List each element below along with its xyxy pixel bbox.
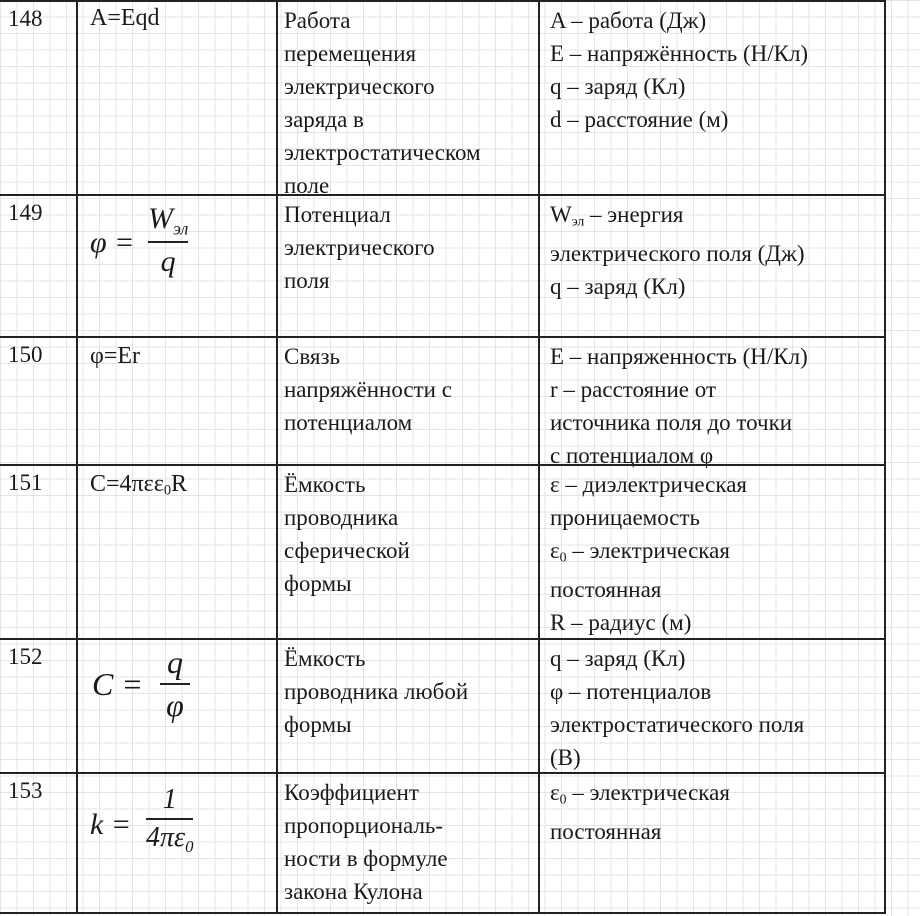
formula-cell: [76, 466, 276, 640]
name-text: [284, 4, 481, 202]
variables-text: [550, 642, 804, 774]
variable-line: источника поля до точки: [550, 410, 793, 435]
variables-cell: [538, 774, 886, 912]
variable-line: постоянная: [550, 819, 662, 845]
fraction-denominator: φ: [166, 686, 184, 723]
formula-lhs: C =: [92, 666, 143, 702]
name-line: Потенциал: [284, 202, 391, 227]
variable-line: E – напряжённость (Н/Кл): [550, 41, 809, 66]
name-line: заряда в: [284, 107, 364, 132]
table-row-151: [0, 464, 886, 640]
table-row-150: [0, 336, 886, 466]
name-text: [284, 468, 410, 600]
fraction-numerator: 1: [162, 784, 177, 815]
variables-text: [550, 468, 747, 639]
name-cell: [276, 640, 538, 774]
fraction-numerator: q: [167, 644, 183, 680]
name-line: проводника: [284, 505, 399, 530]
variable-line: q – заряд (Кл): [550, 74, 686, 99]
variable-line: q – заряд (Кл): [550, 646, 686, 671]
formula-lhs: φ =: [90, 226, 135, 259]
formula-lhs: k =: [90, 808, 132, 841]
name-line: Ёмкость: [284, 472, 366, 497]
name-line: поле: [284, 173, 330, 198]
name-cell: [276, 338, 538, 466]
variable-line: d – расстояние (м): [550, 107, 729, 132]
name-line: Коэффициент: [284, 780, 419, 805]
variables-cell: [538, 466, 886, 640]
variable-line: q – заряд (Кл): [550, 274, 686, 300]
formula: C=4πεε$_0$R: [90, 471, 188, 499]
row-number: 148: [8, 6, 43, 31]
variable-line: электрического поля (Дж): [550, 241, 805, 267]
fraction-denominator: q: [160, 244, 176, 278]
name-line: сферической: [284, 538, 410, 563]
variable-line: E – напряженность (Н/Кл): [550, 344, 808, 369]
variable-line: ε – диэлектрическая: [550, 472, 747, 497]
variable-line: φ – потенциалов: [550, 679, 712, 704]
variables-cell: [538, 338, 886, 466]
formula-cell: [76, 640, 276, 774]
name-line: электрического: [284, 235, 435, 260]
fraction-bar: [146, 818, 193, 820]
name-line: электростатическом: [284, 140, 481, 165]
row-number-cell: [0, 338, 76, 466]
row-number-cell: [0, 2, 76, 196]
name-cell: [276, 774, 538, 912]
variable-line: (В): [550, 745, 581, 770]
formula-fraction: [146, 784, 193, 856]
variables-text: [550, 340, 808, 472]
variable-line: с потенциалом φ: [550, 443, 714, 468]
formula-fraction: [148, 202, 188, 279]
name-text: [284, 340, 452, 439]
variable-line: $W_{эл}$ – энергия: [550, 202, 684, 229]
name-line: электрического: [284, 74, 435, 99]
row-number-cell: [0, 640, 76, 774]
name-line: пропорциональ-: [284, 813, 444, 838]
variables-cell: [538, 196, 886, 338]
row-number-cell: [0, 466, 76, 640]
name-line: поля: [284, 268, 330, 293]
variable-line: A – работа (Дж): [550, 8, 707, 33]
formula: A=Eqd: [90, 5, 160, 31]
name-line: Работа: [284, 8, 351, 33]
variable-line: электростатического поля: [550, 712, 805, 737]
formula-cell: [76, 2, 276, 196]
variable-line: $\varepsilon_0$ – электрическая: [550, 780, 730, 807]
row-number-cell: [0, 774, 76, 912]
row-number: 153: [8, 778, 43, 803]
name-line: перемещения: [284, 41, 417, 66]
variable-line: R – радиус (м): [550, 610, 692, 636]
name-line: ности в формуле: [284, 846, 448, 871]
formula-cell: [76, 774, 276, 912]
formula-cell: [76, 196, 276, 338]
variables-text: [550, 198, 805, 303]
name-line: Ёмкость: [284, 646, 366, 671]
fraction-bar: [160, 683, 190, 685]
variable-line: проницаемость: [550, 505, 701, 530]
formula: φ=Er: [90, 343, 141, 369]
fraction-numerator: $W_{эл}$: [148, 202, 189, 239]
name-cell: [276, 196, 538, 338]
name-cell: [276, 466, 538, 640]
row-number-cell: [0, 196, 76, 338]
table-row-148: [0, 0, 886, 196]
formula-fraction: [160, 644, 190, 724]
fraction-bar: [148, 241, 188, 243]
variables-text: [550, 4, 808, 136]
name-line: формы: [284, 571, 352, 596]
row-number: 151: [8, 470, 43, 495]
name-line: закона Кулона: [284, 879, 423, 904]
name-text: [284, 776, 448, 908]
formula-cell: [76, 338, 276, 466]
name-line: напряжённости с: [284, 377, 452, 402]
name-line: Связь: [284, 344, 341, 369]
table-row-152: [0, 638, 886, 774]
name-line: проводника любой: [284, 679, 469, 704]
row-number: 149: [8, 200, 43, 225]
row-number: 150: [8, 342, 43, 367]
fraction-denominator: $4\pi\varepsilon_0$: [146, 821, 194, 856]
name-line: потенциалом: [284, 410, 413, 435]
table-row-153: [0, 772, 886, 914]
name-cell: [276, 2, 538, 196]
name-line: формы: [284, 712, 352, 737]
name-text: [284, 642, 468, 741]
table-row-149: [0, 194, 886, 338]
variables-cell: [538, 640, 886, 774]
variable-line: постоянная: [550, 577, 662, 603]
row-number: 152: [8, 644, 43, 669]
variable-line: r – расстояние от: [550, 377, 716, 402]
variable-line: $\varepsilon_0$ – электрическая: [550, 538, 730, 565]
name-text: [284, 198, 435, 297]
variables-cell: [538, 2, 886, 196]
variables-text: [550, 776, 730, 848]
